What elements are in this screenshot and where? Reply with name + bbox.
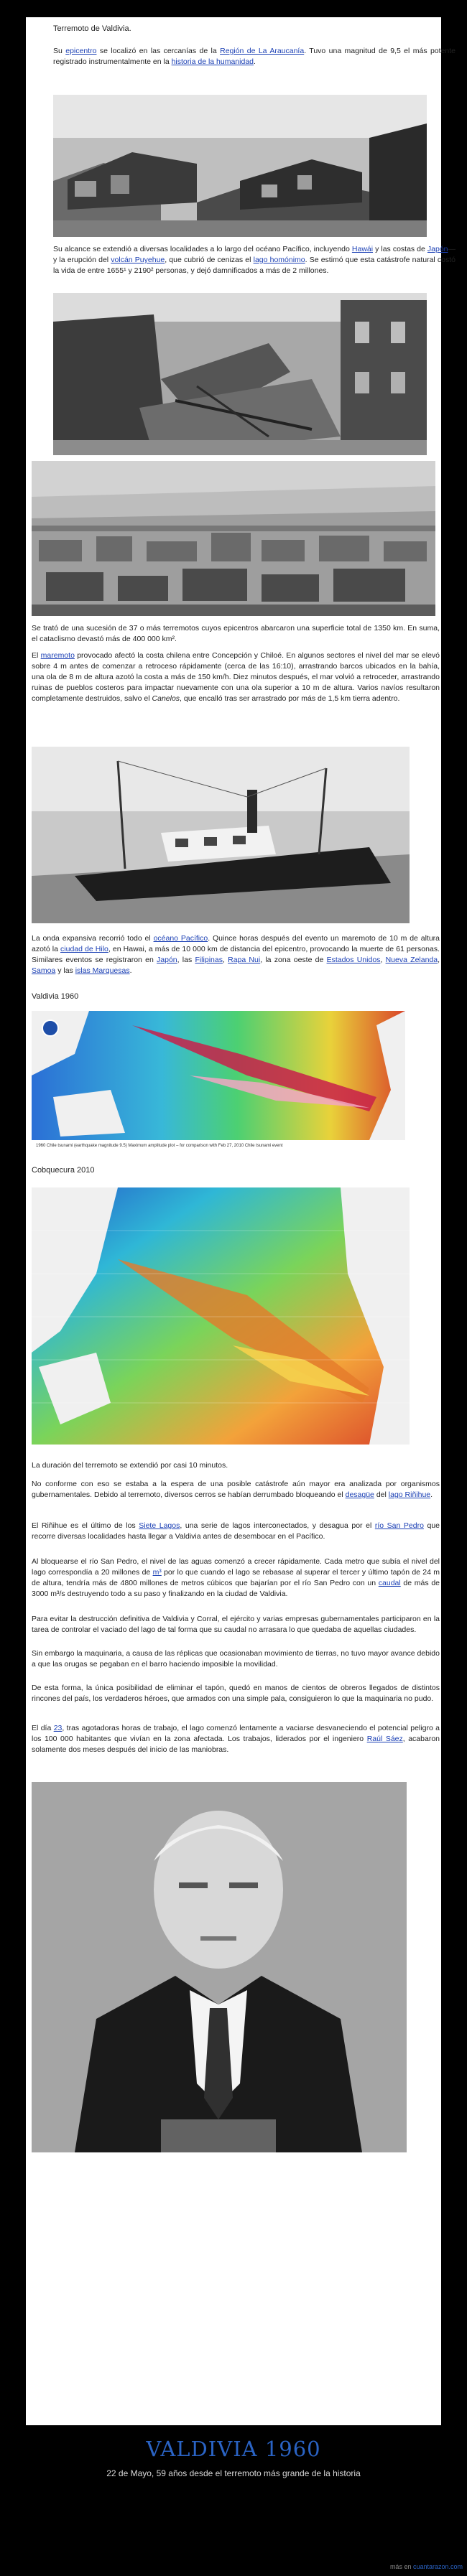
text-run: , en Hawai, a más de 10 000 km de distancia del epicentro, provocando la muerte de 61 personas. Similares eventos se registraron en (32, 945, 440, 964)
text-run: La onda expansiva recorrió todo el (32, 934, 154, 943)
paragraph-pacific (32, 933, 440, 976)
text-run: Sin embargo la maquinaria, a causa de las réplicas que ocasionaban movimiento de tierras, no tuvo mayor avance debido a que las orugas se pegaban en el barro haciendo imposible la movilidad. (32, 1649, 440, 1669)
text-run: El día (32, 1724, 54, 1732)
inline-link[interactable]: Japón (427, 245, 448, 253)
text-run: El (32, 651, 41, 660)
text-run: , que encalló tras ser arrastrado por más de 1,5 km tierra adentro. (180, 694, 400, 703)
text-run: , la zona oeste de (260, 956, 327, 964)
paragraph-reach (53, 244, 456, 276)
destroyed-street-photo (53, 293, 427, 455)
text-run: . (129, 966, 132, 975)
text-run: Se trató de una sucesión de 37 o más terremotos cuyos epicentros abarcaron una superficie total de 1350 km. En suma, el cataclismo devastó más de 400 000 km². (32, 624, 440, 643)
text-run: Su (53, 47, 66, 55)
inline-link[interactable]: río San Pedro (374, 1521, 424, 1530)
text-run: del (374, 1490, 389, 1499)
paragraph-sequence (32, 623, 440, 645)
paragraph-duration (32, 1460, 440, 1471)
site-credit-link[interactable]: cuantarazon.com (412, 2563, 463, 2570)
text-run: . (430, 1490, 433, 1499)
text-run: Canelos (152, 694, 180, 703)
inline-link[interactable]: Nueva Zelanda (385, 956, 438, 964)
inline-link[interactable]: ciudad de Hilo (60, 945, 108, 953)
label-cobquecura-2010: Cobquecura 2010 (32, 1166, 95, 1175)
text-run: La duración del terremoto se extendió por casi 10 minutos. (32, 1461, 228, 1470)
text-run: No conforme con eso se estaba a la espera de una posible catástrofe aún mayor era analizada por organismos gubernamentales. Debido al terremoto, diversos cerros se habían derrumbado bloqueando el (32, 1480, 440, 1499)
site-credit (390, 2563, 463, 2570)
inline-link[interactable]: historia de la humanidad (171, 57, 254, 66)
label-valdivia-1960: Valdivia 1960 (32, 992, 79, 1001)
inline-link[interactable]: Raúl Sáez (366, 1735, 403, 1743)
text-run: . (254, 57, 256, 66)
text-run: de más de 3000 m³/s destruyendo todo a su paso y finalizando en la ciudad de Valdivia. (32, 1579, 440, 1598)
inline-link[interactable]: 23 (53, 1724, 63, 1732)
text-run: por lo que cuando el lago se rebasase al superar el tercer y último tapón de 24 m de altura, tendría más de 4800 millones de metros cúbicos que bajarían por el río San Pedro con un (32, 1568, 440, 1587)
text-run: provocado afectó la costa chilena entre Concepción y Chiloé. En algunos sectores el nivel del mar se elevó sobre 4 m antes de comenzar a retroceso rápidamente (cerca de las 16:10), arrastrando barcos ubicados en la bahía, una ola de 8 m de altura azotó la costa a más de 150 km/h. Diez minutos después, el mar volvió a retroceder, arrastrando ruinas de pueblos costeros para impactar nuevamente con una ola superior a 10 m de altura. Varios navíos resultaron completamente destruidos, salvo el (32, 651, 440, 703)
inline-link[interactable]: océano Pacífico (153, 934, 208, 943)
inline-link[interactable]: caudal (378, 1579, 401, 1587)
inline-link[interactable]: Región de La Araucanía (220, 47, 305, 55)
inline-link[interactable]: Siete Lagos (139, 1521, 180, 1530)
text-run: . Se estimó que esta catástrofe natural costó la vida de entre 1655¹ y 2190² personas, y dejó damnificados a más de 2 millones. (53, 256, 456, 275)
footer-title: VALDIVIA 1960 (146, 2437, 321, 2461)
inline-link[interactable]: Estados Unidos (326, 956, 381, 964)
paragraph-workers (32, 1683, 440, 1704)
text-run: , tras agotadoras horas de trabajo, el lago comenzó lentamente a vaciarse desvaneciendo el potencial peligro a los 100 000 habitantes que vivían en la zona afectada. Los trabajos, liderados por el ingeniero (32, 1724, 440, 1743)
inline-link[interactable]: Samoa (32, 966, 56, 975)
inline-link[interactable]: desagüe (345, 1490, 374, 1499)
text-run: que recorre diversas localidades hasta llegar a Valdivia antes de desembocar en el Pacífico. (32, 1521, 440, 1541)
paragraph-army (32, 1614, 440, 1635)
inline-link[interactable]: Rapa Nui (228, 956, 261, 964)
text-run: Su alcance se extendió a diversas localidades a lo largo del océano Pacífico, incluyendo (53, 245, 352, 253)
text-run: y las (55, 966, 75, 975)
inline-link[interactable]: epicentro (65, 47, 97, 55)
noaa-logo (42, 1020, 58, 1036)
text-run: De esta forma, la única posibilidad de eliminar el tapón, quedó en manos de cientos de obreros llegados de distintos rincones del país, los verdaderos héroes, que armados con una simple pala, consiguieron lo que la maquinaria no pudo. (32, 1684, 440, 1703)
inline-link[interactable]: volcán Puyehue (111, 256, 165, 264)
text-run: , (380, 956, 386, 964)
text-run: El Riñihue es el último de los (32, 1521, 139, 1530)
text-run: Para evitar la destrucción definitiva de Valdivia y Corral, el ejército y varias empresas gubernamentales participaron en la tarea de controlar el vaciado del lago de tal forma que su caudal no arrasara lo que quedaba de aquellas ciudades. (32, 1615, 440, 1634)
paragraph-flood-risk (32, 1557, 440, 1600)
text-run: se localizó en las cercanías de la (96, 47, 221, 55)
aerial-city-photo (32, 461, 435, 616)
article-sheet (26, 17, 456, 2425)
article-heading: Terremoto de Valdivia. (53, 24, 131, 33)
inline-link[interactable]: lago Riñihue (388, 1490, 431, 1499)
text-run: , (438, 956, 440, 964)
text-run: , (222, 956, 228, 964)
paragraph-tsunami (32, 650, 440, 704)
canelos-ship-photo (32, 747, 410, 923)
text-run: . Tuvo una magnitud de 9,5 el más potente registrado instrumentalmente en la (53, 47, 456, 66)
inline-link[interactable]: Hawái (351, 245, 374, 253)
text-run: Al bloquearse el río San Pedro, el nivel de las aguas comenzó a crecer rápidamente. Cada metro que subía el nivel del lago correspondía a 20 millones de (32, 1557, 440, 1577)
credit-prefix: más en (389, 2563, 413, 2570)
paragraph-blockage (32, 1479, 440, 1501)
paragraph-rinihue (32, 1521, 440, 1542)
text-run: . Quince horas después del evento un maremoto de 10 m de altura azotó la (32, 934, 440, 953)
text-run: , una serie de lagos interconectados, y desagua por el (180, 1521, 375, 1530)
text-run: , que cubrió de cenizas el (165, 256, 254, 264)
inline-link[interactable]: m³ (152, 1568, 162, 1577)
text-run: , las (177, 956, 195, 964)
map-1960-caption: 1960 Chile tsunami (earthquake magnitude 9.5) Maximum amplitude plot – for comparison with Feb 27, 2010 Chile tsunami event (36, 1144, 283, 1148)
inline-link[interactable]: lago homónimo (253, 256, 305, 264)
collapsed-houses-photo (53, 95, 427, 237)
footer-subtitle: 22 de Mayo, 59 años desde el terremoto más grande de la historia (106, 2468, 361, 2478)
paragraph-machinery (32, 1648, 440, 1670)
tsunami-map-2010 (32, 1187, 410, 1445)
text-run: — y la erupción del (53, 245, 456, 264)
inline-link[interactable]: islas Marquesas (75, 966, 130, 975)
paragraph-epicenter (53, 46, 456, 67)
inline-link[interactable]: Japón (157, 956, 177, 964)
inline-link[interactable]: Filipinas (195, 956, 223, 964)
text-run: , acabaron solamente dos meses después del inicio de las maniobras. (32, 1735, 440, 1754)
paragraph-resolution (32, 1723, 440, 1755)
inline-link[interactable]: maremoto (40, 651, 75, 660)
tsunami-map-1960 (32, 1011, 405, 1149)
engineer-portrait-photo (32, 1782, 407, 2152)
text-run: y las costas de (373, 245, 427, 253)
